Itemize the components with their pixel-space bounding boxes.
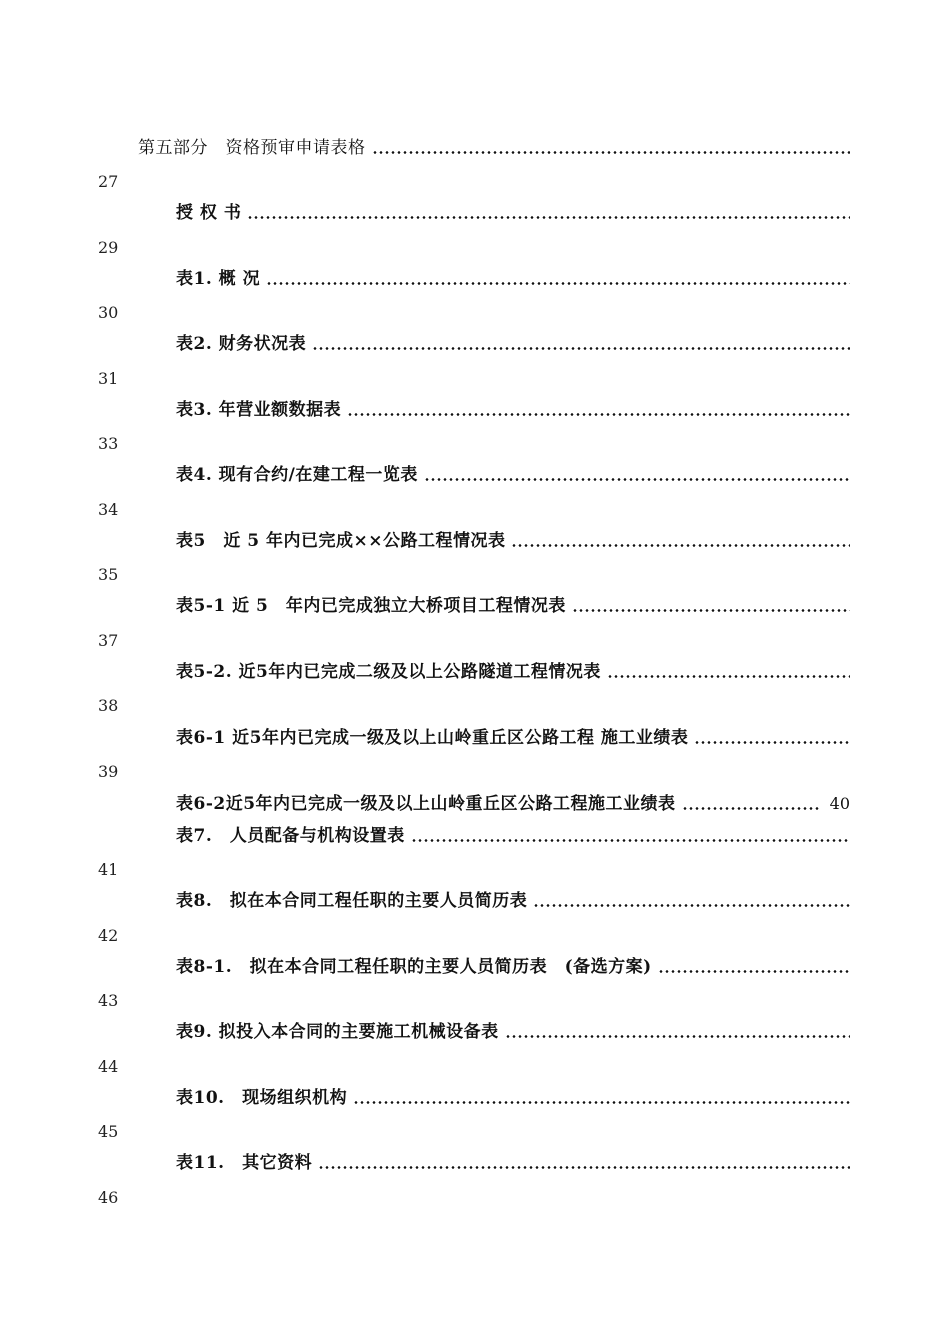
toc-leader-dots (607, 675, 850, 678)
toc-page-number: 43 (98, 991, 119, 1010)
toc-entry (176, 399, 850, 421)
toc-entry-title: 表8. 拟在本合同工程任职的主要人员简历表 (176, 891, 528, 911)
toc-page-number: 27 (98, 172, 119, 191)
toc-leader-dots (411, 839, 850, 842)
toc-leader-dots (511, 544, 850, 547)
toc-entry (176, 661, 850, 683)
toc-entry-title: 表9. 拟投入本合同的主要施工机械设备表 (176, 1022, 499, 1042)
toc-entry-title: 表6-2近5年内已完成一级及以上山岭重丘区公路工程施工业绩表 (176, 794, 676, 814)
toc-entry-title: 表5-2. 近5年内已完成二级及以上公路隧道工程情况表 (176, 662, 601, 682)
toc-entry (176, 595, 850, 617)
toc-leader-dots (682, 807, 820, 810)
toc-page-number: 34 (98, 500, 119, 519)
toc-entry-title: 表6-1 近5年内已完成一级及以上山岭重丘区公路工程 施工业绩表 (176, 728, 689, 748)
toc-leader-dots (318, 1166, 850, 1169)
toc-page-number: 29 (98, 238, 119, 257)
toc-page-number: 44 (98, 1057, 119, 1076)
toc-section-title: 第五部分 资格预审申请表格 (138, 138, 366, 158)
toc-section-entry (138, 137, 850, 159)
toc-entry (176, 202, 850, 224)
toc-page-number: 37 (98, 631, 119, 650)
toc-entry-title: 表5 近 5 年内已完成××公路工程情况表 (176, 531, 506, 551)
toc-page-number: 45 (98, 1122, 119, 1141)
toc-page-number: 41 (98, 860, 119, 879)
toc-page-number: 40 (829, 794, 850, 813)
toc-leader-dots (353, 1101, 850, 1104)
toc-entry (176, 1087, 850, 1109)
toc-entry-title: 表8-1. 拟在本合同工程任职的主要人员简历表 (备选方案) (176, 957, 652, 977)
toc-entry (176, 530, 850, 552)
toc-entry-title: 表4. 现有合约/在建工程一览表 (176, 465, 418, 485)
toc-leader-dots (572, 609, 850, 612)
toc-page-number: 38 (98, 696, 119, 715)
toc-entry (176, 1021, 850, 1043)
toc-leader-dots (658, 970, 850, 973)
toc-leader-dots (347, 413, 850, 416)
toc-leader-dots (372, 151, 851, 154)
toc-page-number: 31 (98, 369, 119, 388)
toc-page-number: 42 (98, 926, 119, 945)
toc-entry (176, 333, 850, 355)
toc-leader-dots (533, 904, 850, 907)
toc-leader-dots (505, 1035, 850, 1038)
toc-entry (176, 464, 850, 486)
toc-entry-title: 授 权 书 (176, 203, 242, 223)
toc-page-number: 46 (98, 1188, 119, 1207)
toc-entry-title: 表3. 年营业额数据表 (176, 400, 342, 420)
toc-leader-dots (266, 282, 850, 285)
toc-leader-dots (312, 347, 850, 350)
toc-entry-title: 表7. 人员配备与机构设置表 (176, 826, 405, 846)
toc-page-number: 35 (98, 565, 119, 584)
toc-leader-dots (247, 216, 850, 219)
toc-entry-title: 表10. 现场组织机构 (176, 1088, 348, 1108)
toc-entry-title: 表11. 其它资料 (176, 1153, 313, 1173)
toc-entry-title: 表2. 财务状况表 (176, 334, 307, 354)
toc-entry-title: 表5-1 近 5 年内已完成独立大桥项目工程情况表 (176, 596, 566, 616)
toc-entry (176, 727, 850, 749)
toc-entry (176, 1152, 850, 1174)
toc-entry (176, 825, 850, 847)
toc-page-number: 39 (98, 762, 119, 781)
toc-leader-dots (424, 478, 850, 481)
toc-page-number: 33 (98, 434, 119, 453)
toc-entry (176, 956, 850, 978)
toc-page-number: 30 (98, 303, 119, 322)
toc-leader-dots (694, 741, 850, 744)
toc-entry (176, 890, 850, 912)
toc-entry (176, 268, 850, 290)
toc-entry (176, 793, 850, 815)
toc-entry-title: 表1. 概 况 (176, 269, 261, 289)
